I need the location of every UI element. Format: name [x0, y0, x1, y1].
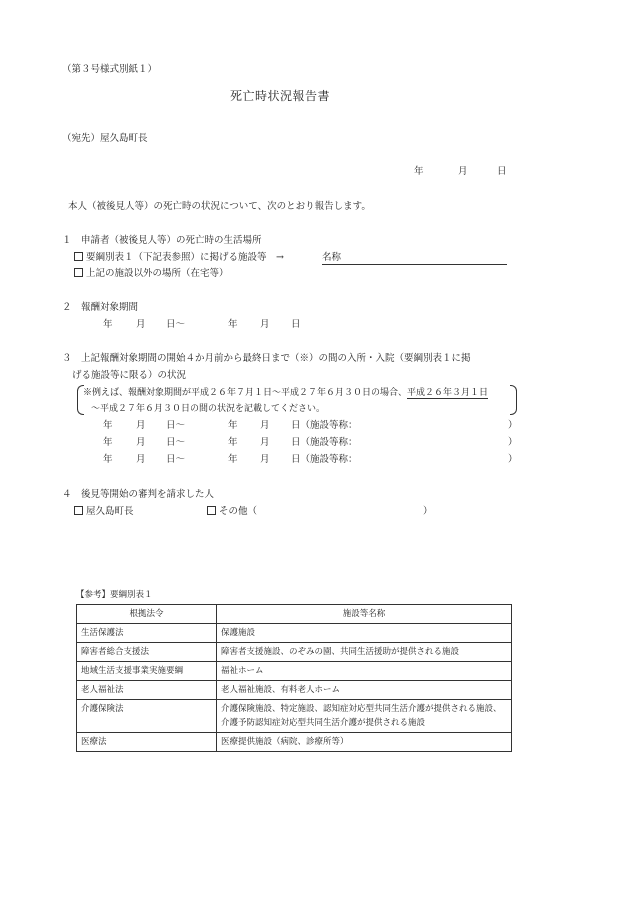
facility-cell: 障害者支援施設、のぞみの園、共同生活援助が提供される施設 [217, 643, 512, 662]
row-month-end: 月 [260, 454, 270, 465]
row-year-end: 年 [228, 437, 238, 448]
table-row [77, 681, 512, 700]
facility-cell: 老人福祉施設、有料老人ホーム [217, 681, 512, 700]
section2-heading: ２ 報酬対象期間 [62, 302, 139, 313]
intro-text: 本人（被後見人等）の死亡時の状況について、次のとおり報告します。 [68, 201, 371, 212]
header-law: 根拠法令 [77, 605, 217, 624]
section4-option1[interactable] [74, 506, 134, 518]
reference-caption: 【参考】要綱別表１ [76, 590, 153, 600]
section3-heading: ３ 上記報酬対象期間の開始４か月前から最終日まで（※）の間の入所・入院（要綱別表１に掲 [62, 353, 471, 364]
period-year-start: 年 [103, 319, 113, 330]
date-year: 年 [414, 166, 424, 177]
row-month-end: 月 [260, 437, 270, 448]
section1-heading: １ 申請者（被後見人等）の死亡時の生活場所 [62, 235, 262, 246]
date-day: 日 [497, 166, 507, 177]
section3-heading-cont: げる施設等に限る）の状況 [72, 370, 187, 381]
table-row [77, 700, 512, 733]
row-close-paren: ） [508, 454, 518, 465]
row-year-end: 年 [228, 420, 238, 431]
row-month-start: 月 [136, 420, 146, 431]
facility-name-field[interactable] [322, 252, 507, 265]
row-month-start: 月 [136, 437, 146, 448]
table-row [77, 624, 512, 643]
note-right-bracket [510, 385, 517, 415]
row-day-start: 日～ [166, 437, 186, 448]
table-row [77, 662, 512, 681]
row-facility-label: 日（施設等称： [291, 420, 358, 431]
name-label: 名称 [322, 252, 342, 263]
checkbox[interactable] [74, 252, 83, 261]
law-cell: 生活保護法 [77, 624, 217, 643]
row-day-start: 日～ [166, 454, 186, 465]
period-day-start: 日～ [166, 319, 186, 330]
facility-cell: 介護保険施設、特定施設、認知症対応型共同生活介護が提供される施設、介護予防認知症対応型共同生活介護が提供される施設 [217, 700, 512, 733]
facility-cell: 保護施設 [217, 624, 512, 643]
row-day-start: 日～ [166, 420, 186, 431]
period-month-start: 月 [136, 319, 146, 330]
option1-label: 要綱別表１（下記表参照）に掲げる施設等 → [86, 252, 284, 263]
option2-label: その他（ [219, 506, 258, 517]
row-year-start: 年 [103, 437, 113, 448]
law-cell: 老人福祉法 [77, 681, 217, 700]
row-month-start: 月 [136, 454, 146, 465]
law-cell: 医療法 [77, 733, 217, 752]
addressee: （宛先）屋久島町長 [62, 133, 148, 144]
section1-option2[interactable] [74, 268, 229, 280]
row-month-end: 月 [260, 420, 270, 431]
header-facility: 施設等名称 [217, 605, 512, 624]
facility-cell: 福祉ホーム [217, 662, 512, 681]
section1-option1[interactable] [74, 252, 284, 264]
table-header-row [77, 605, 512, 624]
option2-label: 上記の施設以外の場所（在宅等） [86, 268, 229, 279]
form-number: （第３号様式別紙１） [62, 64, 158, 75]
date-month: 月 [458, 166, 468, 177]
note-line1 [83, 387, 488, 399]
row-facility-label: 日（施設等称： [291, 454, 358, 465]
period-year-end: 年 [228, 319, 238, 330]
checkbox[interactable] [207, 506, 216, 515]
row-year-start: 年 [103, 420, 113, 431]
option1-label: 屋久島町長 [86, 506, 134, 517]
section4-option2[interactable] [207, 506, 257, 518]
facility-cell: 医療提供施設（病院、診療所等） [217, 733, 512, 752]
row-close-paren: ） [508, 437, 518, 448]
law-cell: 障害者総合支援法 [77, 643, 217, 662]
period-month-end: 月 [260, 319, 270, 330]
page-title: 死亡時状況報告書 [230, 89, 331, 103]
note-text: ※例えば、報酬対象期間が平成２６年７月１日～平成２７年６月３０日の場合、 [83, 388, 408, 398]
period-day-end: 日 [291, 319, 301, 330]
row-facility-label: 日（施設等称： [291, 437, 358, 448]
row-close-paren: ） [508, 420, 518, 431]
row-year-end: 年 [228, 454, 238, 465]
table-row [77, 733, 512, 752]
section4-close-paren: ） [423, 506, 433, 517]
section4-heading: ４ 後見等開始の審判を請求した人 [62, 489, 215, 500]
law-cell: 介護保険法 [77, 700, 217, 733]
note-line2: ～平成２７年６月３０日の間の状況を記載してください。 [91, 404, 326, 414]
table-row [77, 643, 512, 662]
row-year-start: 年 [103, 454, 113, 465]
note-highlight: 平成２６年３月１日 [407, 388, 489, 398]
checkbox[interactable] [74, 268, 83, 277]
reference-table [76, 604, 512, 752]
law-cell: 地域生活支援事業実施要綱 [77, 662, 217, 681]
checkbox[interactable] [74, 506, 83, 515]
